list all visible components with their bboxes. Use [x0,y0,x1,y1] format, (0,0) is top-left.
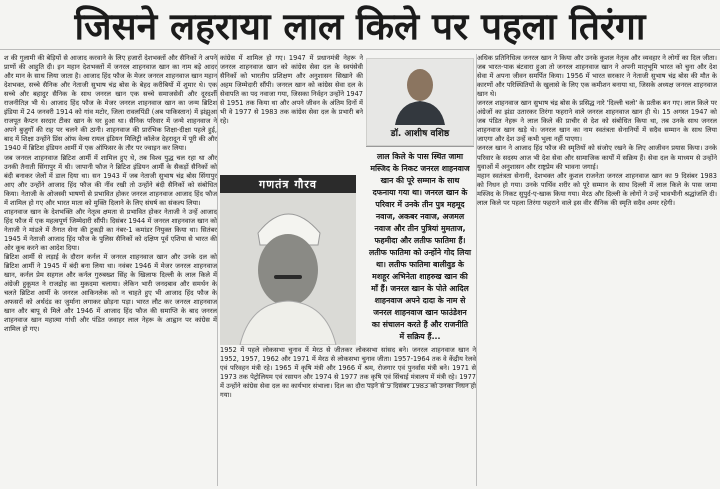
paragraph: जब जनरल शाहनवाज ब्रिटिश आर्मी में शामिल हुए थे, तब विश्व युद्ध चल रहा था और उनकी तैनाती सिंगापुर में थी। जापानी फौज ने ब्रिटिश इंडियन आर्मी के सैकड़ों सैनिकों को बंदी बनाकर जेलों में डाल दिया था। सन 1943 में जब नेताजी सुभाष चंद्र बोस सिंगापुर आए और उन्होंने आजाद हिंद फौज की नींव रखी तो उन्होंने बंदी सैनिकों को संबोधित किया। नेताजी के ओजस्वी भाषणों से प्रभावित होकर जनरल शाहनवाज आजाद हिंद फौज में शामिल हो गए और भारत माता को मुक्ति दिलाने के लिए संघर्ष का संकल्प लिया। [4,153,217,207]
article-column-3 [477,54,717,486]
paragraph: जनरल खान ने आजाद हिंद फौज की स्मृतियों को संजोए रखने के लिए आजीवन प्रयास किया। उनके परिवार के सदस्य आज भी देश सेवा और सामाजिक कार्यों में सक्रिय हैं। सेवा दल के माध्यम से उन्होंने युवाओं में अनुशासन और राष्ट्रप्रेम की भावना जगाई। [477,144,717,171]
portrait-photo [220,175,356,345]
article-headline: जिसने लहराया लाल किले पर पहला तिरंगा [0,0,720,50]
paragraph: 1952 में पहले लोकसभा चुनाव में मेरठ से जीतकर लोकसभा सांसद बने। जनरल शाहनवाज खान ने 1952, 1957, 1962 और 1971 में मेरठ से लोकसभा चुनाव जीता। 1957-1964 तक वे केंद्रीय रेलवे एवं परिवहन मंत्री रहे। 1965 में कृषि मंत्री और 1966 में श्रम, रोजगार एवं पुनर्वास मंत्री बने। 1971 से 1973 तक पेट्रोलियम एवं रसायन और 1974 से 1977 तक कृषि एवं सिंचाई मंत्रालय में मंत्री रहे। 1977 में उन्होंने कांग्रेस सेवा दल का कार्यभार संभाला। दिल का दौरा पड़ने से 9 दिसंबर 1983 को उनका निधन हो गया। [220,346,476,400]
paragraph: ब्रिटिश आर्मी से लड़ाई के दौरान कर्नल में जनरल शाहनवाज खान और उनके दल को ब्रिटिश आर्मी ने 1945 में बंदी बना लिया था। नवंबर 1946 में मेजर जनरल शाहनवाज खान, कर्नल प्रेम सहगल और कर्नल गुरुबख्श सिंह के खिलाफ दिल्ली के लाल किले में अंग्रेजी हुकूमत ने राजद्रोह का मुकदमा चलाया। लेकिन भारी जनदबाव और समर्थन के चलते ब्रिटिश आर्मी के जनरल आकिनलेक को न चाहते हुए भी आजाद हिंद फौज के अफसरों को अर्थदंड का जुर्माना लगाकर छोड़ना पड़ा। भारत लौट कर जनरल शाहनवाज खान और बापू से मिले और 1946 में आजाद हिंद फौज की समाप्ति के बाद जनरल शाहनवाज खान महात्मा गांधी और पंडित जवाहर लाल नेहरू के आह्वान पर कांग्रेस में शामिल हो गए। [4,253,217,334]
paragraph: श की गुलामी की बेड़ियों से आजाद करवाने के लिए हजारों देशभक्तों और सैनिकों ने अपने प्राणों की आहुति दी। इन महान देशभक्तों में जनरल शाहनवाज खान का नाम बड़े आदर और मान के साथ लिया जाता है। आजाद हिंद फौज के मेजर जनरल शाहनवाज खान महान देशभक्त, सच्चे सैनिक और नेताजी सुभाष चंद्र बोस के बेहद करीबियों में शुमार थे। एक सच्चे और बहादुर सैनिक के साथ जनरल खान एक सच्चे समाजसेवी और दूरदर्शी राजनीतिज्ञ भी थे। आजाद हिंद फौज के मेजर जनरल शाहनवाज खान का जन्म ब्रिटिश इंडिया में 24 जनवरी 1914 को गांव मटोर, जिला रावलपिंडी (अब पाकिस्तान) में झंझुआ राजपूत कैप्टन सरदार टीका खान के घर हुआ था। सैनिक परिवार में जन्मे शाहनवाज ने अपने बुजुर्गों की राह पर चलने की ठानी। शाहनवाज की प्रारंभिक शिक्षा-दीक्षा पहले हुई, बाद में शिक्षा उन्होंने प्रिंस ऑफ वेल्स रायल इंडियन मिलिट्री कॉलेज देहरादून में पूरी की और 1940 में ब्रिटिश इंडियन आर्मी में एक ऑफिसर के तौर पर ज्वाइन कर लिया। [4,54,217,153]
paragraph: महान स्वतंत्रता सेनानी, देशभक्त और कुशल राजनेता जनरल शाहनवाज खान का 9 दिसंबर 1983 को निधन हो गया। उनके पार्थिव शरीर को पूरे सम्मान के साथ दिल्ली में लाल किले के पास जामा मस्जिद के निकट सुपुर्द-ए-खाक किया गया। मेरठ और दिल्ली के लोगों ने उन्हें भावभीनी श्रद्धांजलि दी। लाल किले पर पहला तिरंगा फहराने वाले इस वीर सैनिक की स्मृति सदैव अमर रहेगी। [477,171,717,207]
author-name: डॉ. आशीष वशिष्ठ [390,129,450,139]
pull-quote: लाल किले के पास स्थित जामा मस्जिद के निकट जनरल शाहनवाज खान की पूरे सम्मान के साथ दफनाया गया था। जनरल खान के परिवार में उनके तीन पुत्र महमूद नवाज, अकबर नवाज, अजमल नवाज और तीन पुत्रियां मुमताज, फहमीदा और लतीफ फातिमा हैं। लतीफ फातिमा को उन्होंने गोद लिया था। लतीफ फातिमा बालीवुड के मशहूर अभिनेता शाहरुख खान की माँ हैं। जनरल खान के पोते आदिल शाहनवाज अपने दादा के नाम से जनरल शाहनवाज खान फाउंडेशन का संचालन करते हैं और राजनीति में सक्रिय हैं... [366,146,474,384]
author-portrait [367,59,473,125]
paragraph: शाहनवाज खान के देशभक्ति और नेतृत्व क्षमता से प्रभावित होकर नेताजी ने उन्हें आजाद हिंद फौज में एक महत्वपूर्ण जिम्मेदारी सौंपी। दिसंबर 1944 में जनरल शाहनवाज खान को नेताजी ने मांडले में तैनात सेना की टुकड़ी का नंबर-1 कमांडर नियुक्त किया था। सितंबर 1945 में नेताजी आजाद हिंद फौज के पुलिस सैनिकों को दक्षिण पूर्व एशिया से भारत की ओर कूच करने का आदेश दिया। [4,207,217,252]
photo-label: गणतंत्र गौरव [220,175,356,193]
article-column-1 [4,54,217,486]
portrait-illustration [220,175,356,345]
paragraph: कांग्रेस में शामिल हो गए। 1947 में प्रधानमंत्री नेहरू ने जनरल शाहनवाज खान को कांग्रेस सेवा दल के स्वयंसेवी सैनिकों को भारतीय प्रशिक्षण और अनुशासन सिखाने की अहम जिम्मेदारी सौंपी। जनरल खान को कांग्रेस सेवा दल के सेवापति का पद नवाजा गया, जिसका निर्वहन उन्होंने 1947 से 1951 तक किया था और अपने जीवन के अंतिम दिनों में भी वे 1977 से 1983 तक कांग्रेस सेवा दल के प्रभारी बने रहे। [220,54,363,126]
paragraph: अधिक प्रतिनिधित्व जनरल खान ने किया और उनके कुशल नेतृत्व और व्यवहार ने लोगों का दिल जीता। जब भारत-पाक बंटवारा हुआ तो जनरल शाहनवाज खान ने अपनी मातृभूमि भारत को चुना और देश सेवा में अपना जीवन समर्पित किया। 1956 में भारत सरकार ने नेताजी सुभाष चंद्र बोस की मौत के कारणों और परिस्थितियों के खुलासे के लिए एक कमीशन बनाया था, जिसके अध्यक्ष जनरल शाहनवाज खान थे। [477,54,717,99]
column-divider [217,54,218,486]
paragraph: जनरल शाहनवाज खान सुभाष चंद्र बोस के प्रसिद्ध नारे 'दिल्ली चलो' के प्रतीक बन गए। लाल किले पर अंग्रेजों का झंडा उतारकर तिरंगा फहराने वाले जनरल शाहनवाज खान ही थे। 15 अगस्त 1947 को जब पंडित नेहरू ने लाल किले की प्राचीर से देश को संबोधित किया था, तब उनके साथ जनरल शाहनवाज खान खड़े थे। जनरल खान का नाम स्वतंत्रता सेनानियों में सदैव सम्मान के साथ लिया जाएगा और देश उन्हें कभी भुला नहीं पाएगा। [477,99,717,144]
